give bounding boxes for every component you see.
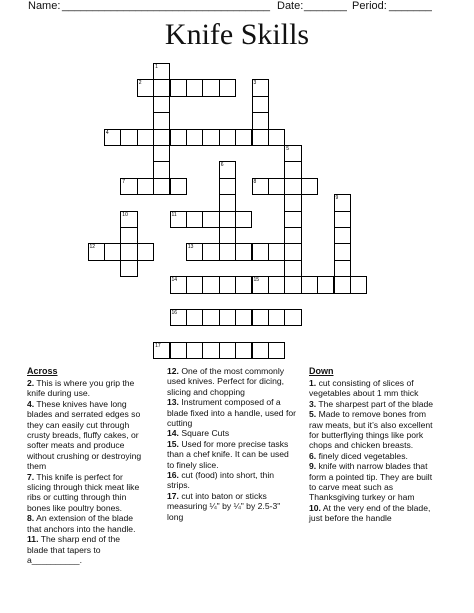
grid-clue-number: 15 <box>253 277 260 284</box>
grid-cell[interactable] <box>202 211 219 228</box>
grid-cell[interactable] <box>235 129 252 146</box>
grid-cell[interactable] <box>170 178 187 195</box>
grid-cell[interactable] <box>186 79 203 96</box>
grid-cell[interactable] <box>202 79 219 96</box>
grid-clue-number: 1 <box>155 64 158 70</box>
grid-cell[interactable] <box>252 112 269 129</box>
grid-cell[interactable] <box>202 129 219 146</box>
clue-down-10: 10. At the very end of the blade, just before the handle <box>309 502 431 524</box>
grid-cell[interactable] <box>317 276 334 293</box>
name-label: Name: <box>28 0 61 12</box>
grid-cell[interactable] <box>284 276 301 293</box>
grid-cell[interactable] <box>334 276 351 293</box>
grid-cell[interactable] <box>153 129 170 146</box>
grid-clue-number: 8 <box>253 178 257 185</box>
grid-cell[interactable] <box>153 112 170 129</box>
grid-cell[interactable] <box>170 309 187 326</box>
grid-cell[interactable] <box>268 309 285 326</box>
grid-cell[interactable] <box>219 243 236 260</box>
grid-cell[interactable] <box>170 276 187 293</box>
down-clues <box>309 366 441 524</box>
grid-cell[interactable] <box>120 260 137 277</box>
grid-cell[interactable] <box>186 342 203 359</box>
grid-clue-number: 3 <box>253 80 257 87</box>
grid-cell[interactable] <box>219 227 236 244</box>
grid-clue-number: 5 <box>286 146 290 152</box>
date-label: Date: <box>277 0 304 12</box>
grid-cell[interactable] <box>284 211 301 228</box>
grid-cell[interactable] <box>252 243 269 260</box>
grid-cell[interactable] <box>219 276 236 293</box>
clue-across-2: 2. This is where you grip the knife during use. <box>27 378 135 399</box>
grid-clue-number: 16 <box>171 310 178 316</box>
grid-cell[interactable] <box>284 178 301 195</box>
grid-cell[interactable] <box>186 211 203 228</box>
grid-clue-number: 10 <box>122 211 128 218</box>
grid-cell[interactable] <box>120 129 137 146</box>
grid-cell[interactable] <box>137 129 154 146</box>
clue-down-6: 6. finely diced vegetables. <box>309 450 408 461</box>
grid-cell[interactable] <box>268 129 285 146</box>
grid-cell[interactable] <box>235 211 252 228</box>
grid-cell[interactable] <box>235 309 252 326</box>
grid-cell[interactable] <box>219 342 236 359</box>
grid-cell[interactable] <box>219 211 236 228</box>
grid-cell[interactable] <box>334 227 351 244</box>
across-clues <box>27 366 142 565</box>
grid-cell[interactable] <box>186 309 203 326</box>
grid-cell[interactable] <box>153 161 170 178</box>
grid-cell[interactable] <box>284 194 301 211</box>
page-title: Knife Skills <box>164 18 310 51</box>
grid-cell[interactable] <box>284 227 301 244</box>
grid-cell[interactable] <box>153 96 170 113</box>
grid-cell[interactable] <box>235 276 252 293</box>
grid-cell[interactable] <box>252 276 269 293</box>
grid-cell[interactable] <box>104 243 121 260</box>
grid-cell[interactable] <box>104 129 121 146</box>
grid-cell[interactable] <box>334 194 351 211</box>
clue-across-13: 13. Instrument composed of a blade fixed into a handle, used for cutting <box>167 397 296 429</box>
across-heading: Across <box>27 366 58 376</box>
grid-cell[interactable] <box>186 129 203 146</box>
grid-cell[interactable] <box>252 79 269 96</box>
grid-cell[interactable] <box>219 161 236 178</box>
grid-clue-number: 12 <box>89 244 96 251</box>
grid-cell[interactable] <box>137 243 154 260</box>
grid-cell[interactable] <box>153 79 170 96</box>
grid-cell[interactable] <box>334 211 351 228</box>
grid-cell[interactable] <box>235 342 252 359</box>
grid-cell[interactable] <box>120 243 137 260</box>
grid-clue-number: 9 <box>335 195 339 202</box>
grid-cell[interactable] <box>170 79 187 96</box>
grid-cell[interactable] <box>202 309 219 326</box>
grid-clue-number: 14 <box>171 277 178 284</box>
clue-down-3: 3. The sharpest part of the blade <box>309 398 434 409</box>
grid-cell[interactable] <box>170 129 187 146</box>
grid-clue-number: 17 <box>155 342 161 349</box>
grid-clue-number: 4 <box>105 129 109 136</box>
grid-cell[interactable] <box>219 129 236 146</box>
grid-clue-number: 2 <box>138 80 142 87</box>
grid-cell[interactable] <box>170 342 187 359</box>
grid-cell[interactable] <box>219 178 236 195</box>
grid-cell[interactable] <box>219 194 236 211</box>
grid-cell[interactable] <box>268 178 285 195</box>
grid-clue-number: 6 <box>220 162 224 169</box>
grid-cell[interactable] <box>252 342 269 359</box>
grid-cell[interactable] <box>284 309 301 326</box>
grid-cell[interactable] <box>186 243 203 260</box>
grid-cell[interactable] <box>153 63 170 80</box>
grid-cell[interactable] <box>219 309 236 326</box>
grid-cell[interactable] <box>219 79 236 96</box>
name-line[interactable]: __________________________________ <box>62 0 271 12</box>
clue-across-16: 16. cut (food) into short, thin strips. <box>167 470 275 491</box>
period-label: Period: <box>352 0 387 12</box>
grid-cell[interactable] <box>334 243 351 260</box>
grid-cell[interactable] <box>252 129 269 146</box>
grid-cell[interactable] <box>268 342 285 359</box>
clue-across-14: 14. Square Cuts <box>167 428 230 439</box>
grid-cell[interactable] <box>284 243 301 260</box>
grid-cell[interactable] <box>301 276 318 293</box>
grid-clue-number: 7 <box>122 178 126 185</box>
grid-cell[interactable] <box>186 276 203 293</box>
grid-cell[interactable] <box>170 211 187 228</box>
grid-cell[interactable] <box>284 161 301 178</box>
grid-cell[interactable] <box>137 79 154 96</box>
clue-down-1: 1. cut consisting of slices of vegetables about 1 mm thick <box>309 378 419 399</box>
grid-cell[interactable] <box>153 178 170 195</box>
worksheet-header <box>0 0 474 14</box>
clue-across-17: 17. cut into baton or sticks measuring ¼" by ¼" by 2.5-3" long <box>167 490 281 522</box>
grid-clue-number: 11 <box>171 211 177 218</box>
grid-cell[interactable] <box>202 276 219 293</box>
period-line[interactable]: _______ <box>389 0 432 12</box>
clue-across-7: 7. This knife is perfect for slicing through thick meat like ribs or cutting through thin bones like poultry bones. <box>27 471 140 513</box>
grid-cell[interactable] <box>350 276 367 293</box>
grid-cell[interactable] <box>88 243 105 260</box>
across-clues-continued <box>167 366 297 522</box>
grid-cell[interactable] <box>235 243 252 260</box>
grid-cell[interactable] <box>120 227 137 244</box>
grid-cell[interactable] <box>153 145 170 162</box>
grid-cell[interactable] <box>252 96 269 113</box>
grid-cell[interactable] <box>202 342 219 359</box>
down-heading: Down <box>309 366 334 376</box>
clue-across-8: 8. An extension of the blade that anchors into the handle. <box>27 513 136 534</box>
clue-across-15: 15. Used for more precise tasks than a chef knife. It can be used to finely slice. <box>167 438 289 470</box>
grid-cell[interactable] <box>252 178 269 195</box>
grid-cell[interactable] <box>120 178 137 195</box>
grid-cell[interactable] <box>252 309 269 326</box>
clue-down-5: 5. Made to remove bones from raw meats, but it’s also excellent for butterflying things like pork chops and chicken breasts. <box>309 409 433 451</box>
grid-clue-number: 13 <box>187 244 194 251</box>
grid-cell[interactable] <box>284 260 301 277</box>
grid-cell[interactable] <box>153 342 170 359</box>
grid-cell[interactable] <box>137 178 154 195</box>
grid-cell[interactable] <box>268 243 285 260</box>
grid-cell[interactable] <box>202 243 219 260</box>
grid-cell[interactable] <box>120 211 137 228</box>
clue-down-9: 9. knife with narrow blades that form a pointed tip. They are built to carve meat such as Thanksgiving turkey or ham <box>309 461 433 503</box>
grid-cell[interactable] <box>334 260 351 277</box>
clue-across-12: 12. One of the most commonly used knives. Perfect for dicing, slicing and chopping <box>167 366 285 397</box>
grid-cell[interactable] <box>284 145 301 162</box>
clue-across-4: 4. These knives have long blades and serrated edges so they can easily cut through crusty breads, fluffy cakes, or softer meats and produce without crushing or destroying them <box>27 398 142 472</box>
date-line[interactable]: _______ <box>304 0 347 12</box>
clue-across-11: 11. The sharp end of the blade that tapers to a__________. <box>27 534 121 565</box>
grid-cell[interactable] <box>301 178 318 195</box>
grid-cell[interactable] <box>268 276 285 293</box>
